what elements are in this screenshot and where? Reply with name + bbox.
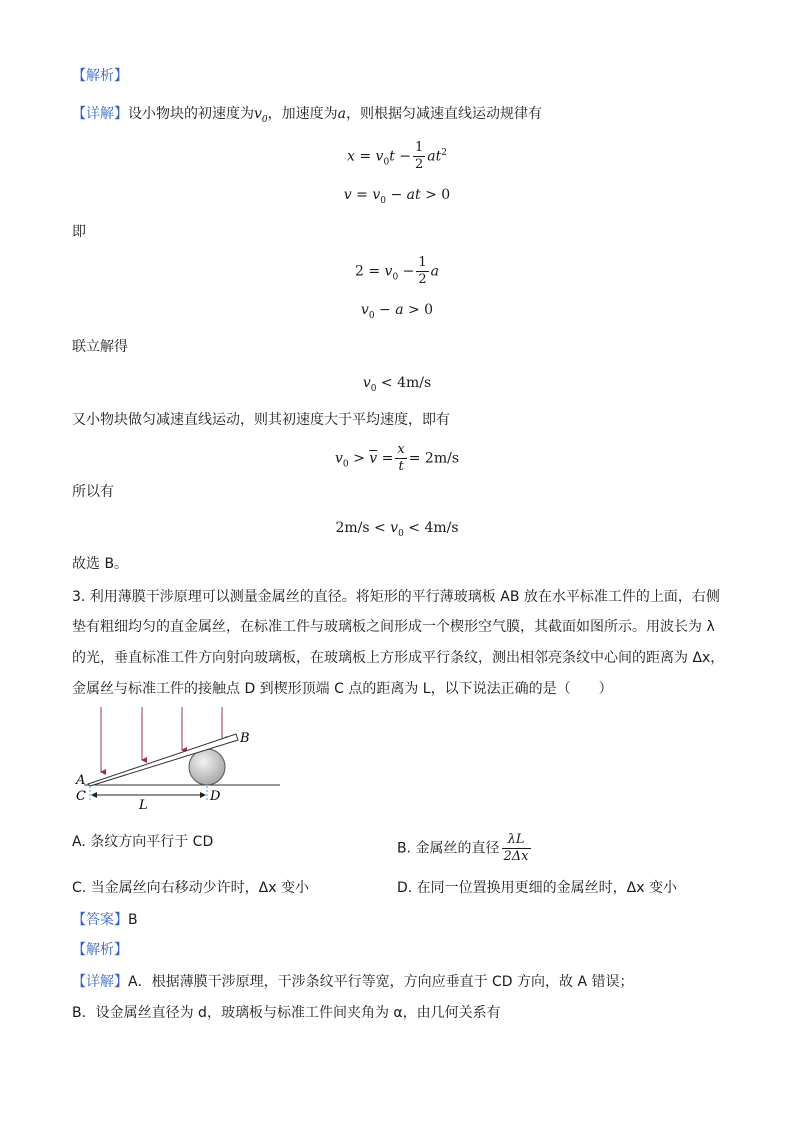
answer-line bbox=[72, 910, 138, 930]
question-3-line-2: 垫有粗细均匀的直金属丝，在标准工件与玻璃板之间形成一个楔形空气膜，其截面如图所示。用波长为 λ bbox=[72, 619, 715, 635]
equation-3: $2 = v_0$ − $\frac{1}{2}$ a bbox=[354, 255, 440, 287]
answer-tag: 【答案】 bbox=[72, 912, 128, 928]
equation-6: $v_0 > \overline{v}$ = $\frac{x}{t}$ = 2m/s bbox=[334, 442, 459, 474]
lianli-text: 联立解得 bbox=[72, 339, 128, 355]
suoyi-text: 所以有 bbox=[72, 484, 114, 500]
label-a: A bbox=[76, 773, 86, 788]
equation-7: $2m/s < v_0 < 4m/s$ bbox=[335, 520, 459, 539]
analysis-tag: 【解析】 bbox=[72, 942, 128, 958]
answer-value: B bbox=[128, 912, 138, 928]
option-b-denominator: 2Δx bbox=[503, 849, 529, 864]
detail-paragraph-3: B．设金属丝直径为 d，玻璃板与标准工件间夹角为 α，由几何关系有 bbox=[72, 1005, 501, 1021]
detail-tag: 【详解】 bbox=[72, 974, 128, 990]
analysis-heading bbox=[72, 66, 128, 86]
a-symbol: a bbox=[337, 106, 347, 122]
detail-paragraph-2: 【详解】A．根据薄膜干涉原理，干涉条纹平行等宽，方向应垂直于 CD 方向，故 A 错误； bbox=[72, 974, 634, 990]
option-b-numerator: λL bbox=[502, 832, 531, 849]
analysis-heading-2 bbox=[72, 940, 128, 960]
label-c: C bbox=[76, 789, 86, 804]
equation-2: $v = v_0$ − at > 0 bbox=[343, 187, 451, 206]
choose-text: 故选 B。 bbox=[72, 556, 129, 572]
metal-wire-section bbox=[189, 749, 225, 785]
analysis-tag: 【解析】 bbox=[72, 68, 128, 84]
you-text: 又小物块做匀减速直线运动，则其初速度大于平均速度，即有 bbox=[72, 412, 450, 428]
option-d: D. 在同一位置换用更细的金属丝时，Δx 变小 bbox=[397, 880, 677, 896]
equation-5: $v_0 < 4m/s$ bbox=[362, 375, 432, 394]
v0-symbol: $v_0$ bbox=[254, 106, 268, 125]
option-a: A. 条纹方向平行于 CD bbox=[72, 834, 214, 850]
question-3-line-1: 3. 利用薄膜干涉原理可以测量金属丝的直径。将矩形的平行薄玻璃板 AB 放在水平标准工件的上面，右侧 bbox=[72, 589, 720, 605]
option-b: B. 金属丝的直径 $\frac{\lambda L}{2\Delta x}$ bbox=[397, 832, 529, 864]
detail-paragraph-1: 【详解】设小物块的初速度为$v_0$，加速度为a，则根据匀减速直线运动规律有 bbox=[72, 106, 543, 125]
equation-4: $v_0 - a > 0$ bbox=[360, 302, 434, 321]
label-d: D bbox=[210, 789, 221, 804]
detail-tag: 【详解】 bbox=[72, 106, 128, 122]
question-3-line-4: 金属丝与标准工件的接触点 D 到楔形顶端 C 点的距离为 L，以下说法正确的是（ ） bbox=[72, 681, 613, 697]
label-l: L bbox=[139, 798, 148, 812]
ji-text: 即 bbox=[72, 224, 86, 240]
wedge-figure bbox=[70, 700, 290, 812]
option-c: C. 当金属丝向右移动少许时，Δx 变小 bbox=[72, 880, 309, 896]
equation-1: $x = v_0t$ − $\frac{1}{2}$ $at^2$ bbox=[346, 140, 448, 172]
label-b: B bbox=[240, 731, 250, 746]
question-3-line-3: 的光，垂直标准工件方向射向玻璃板，在玻璃板上方形成平行条纹，测出相邻亮条纹中心间的距离为 Δx， bbox=[72, 650, 725, 666]
